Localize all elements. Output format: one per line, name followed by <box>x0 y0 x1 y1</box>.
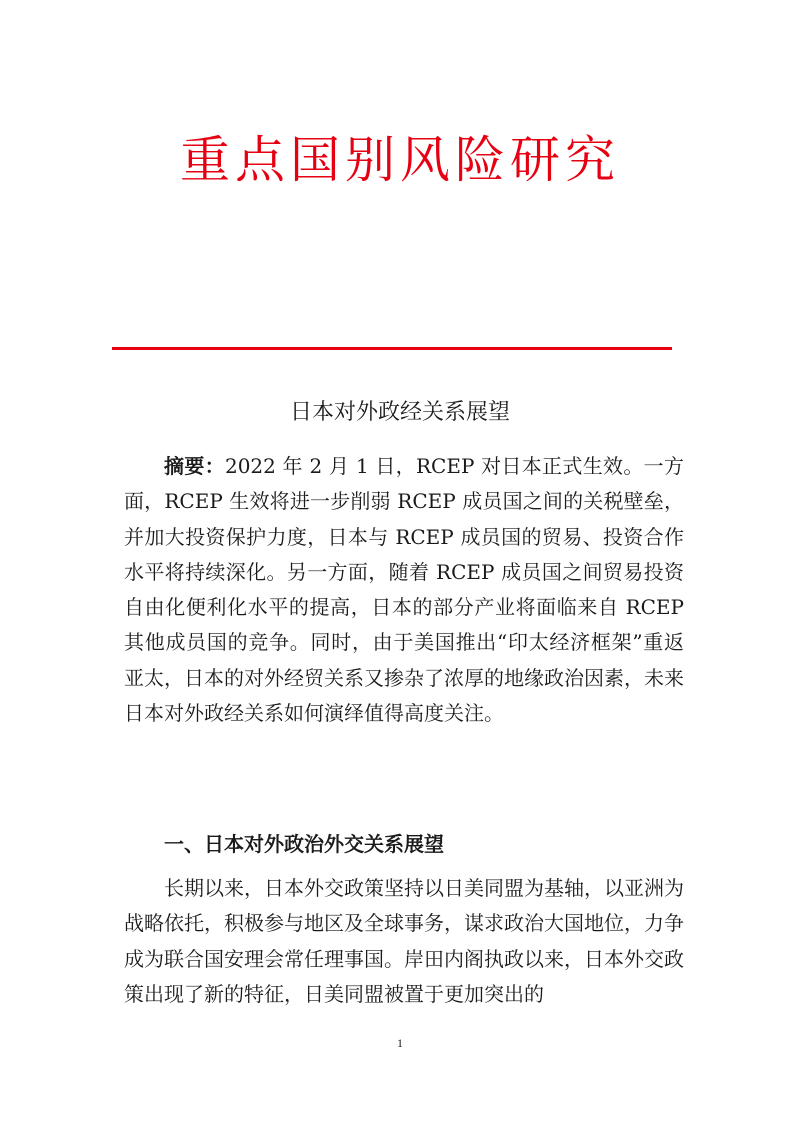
title-divider <box>112 347 672 350</box>
abstract-text: 2022 年 2 月 1 日，RCEP 对日本正式生效。一方面，RCEP 生效将进一步削弱 RCEP 成员国之间的关税壁垒，并加大投资保护力度，日本与 RCEP 成员国的贸易、投资合作水平将持续深化。另一方面，随着 RCEP 成员国之间贸易投资自由化便利化水平的提高，日本的部分产业将面临来自 RCEP 其他成员国的竞争。同时，由于美国推出“印太经济框架”重返亚太，日本的对外经贸关系又掺杂了浓厚的地缘政治因素，未来日本对外政经关系如何演绎值得高度关注。 <box>124 454 684 726</box>
page-number: 1 <box>397 1036 403 1050</box>
abstract-label: 摘要： <box>164 454 225 478</box>
article-title: 日本对外政经关系展望 <box>289 400 510 425</box>
section-paragraph: 长期以来，日本外交政策坚持以日美同盟为基轴，以亚洲为战略依托，积极参与地区及全球事务，谋求政治大国地位，力争成为联合国安理会常任理事国。岸田内阁执政以来，日本外交政策出现了新的特征，日美同盟被置于更加突出的 <box>124 876 684 1006</box>
abstract-paragraph <box>124 449 684 731</box>
banner-title: 重点国别风险研究 <box>180 131 620 189</box>
section-heading: 一、日本对外政治外交关系展望 <box>164 832 444 856</box>
